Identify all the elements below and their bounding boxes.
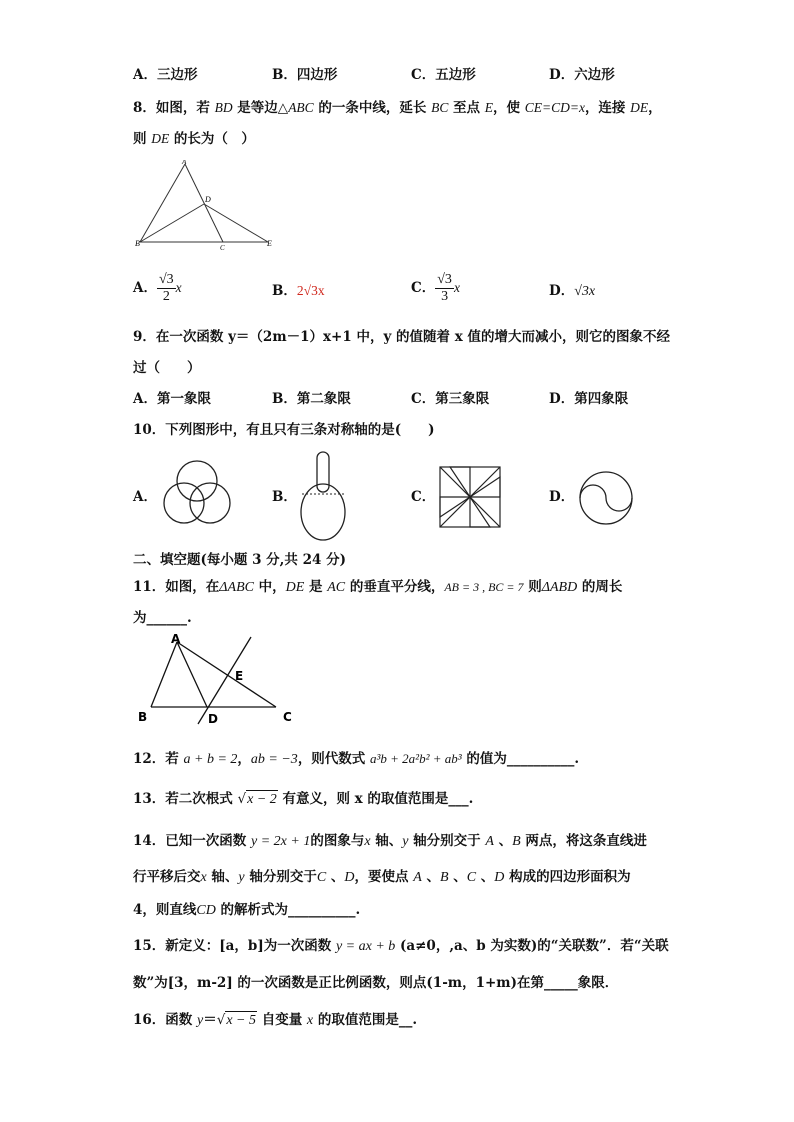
q9-option-a: A．第一象限 — [133, 391, 211, 407]
q8-line2: 则 DE 的长为（ ） — [133, 131, 255, 147]
q15-line1: 15．新定义：[a，b]为一次函数 y = ax + b (a≠0，,a、b 为实数)的“关联数”．若“关联 — [133, 938, 669, 954]
q10-option-a-label: A． — [133, 489, 157, 505]
q9-line2: 过（ ） — [133, 360, 201, 376]
q7-option-c: C．五边形 — [411, 67, 476, 83]
q11-line1: 11．如图，在ΔABC 中，DE 是 AC 的垂直平分线，AB = 3 , BC = 7 则ΔABD 的周长 — [133, 579, 623, 595]
q8-option-c-fraction: $\frac{√3}{3}$ — [437, 272, 452, 304]
q12-line: 12．若 a + b = 2，ab = −3，则代数式 a³b + 2a²b² + ab³ 的值为__________. — [133, 751, 580, 767]
q8-option-a: A． $\frac{√3}{2}$ x — [133, 272, 182, 304]
q9-option-c: C．第三象限 — [411, 391, 490, 407]
q13-radicand: x − 2 — [247, 792, 277, 807]
q14-line3: 4，则直线CD 的解析式为__________. — [133, 902, 361, 918]
q8-label-b: B — [135, 239, 140, 248]
q10-figure-d-yinyang — [577, 469, 635, 527]
section-2-heading: 二、填空题(每小题 3 分,共 24 分) — [133, 552, 346, 568]
q14-line2: 行平移后交x 轴、y 轴分别交于C 、D，要使点 A 、B 、C 、D 构成的四边形面积为 — [133, 869, 631, 885]
q7-option-d: D．六边形 — [549, 67, 615, 83]
q8-option-a-fraction: $\frac{√3}{2}$ — [158, 272, 174, 304]
q16-line: 16．函数 y＝√x − 5 自变量 x 的取值范围是__. — [133, 1012, 418, 1028]
q11-label-a: A — [171, 632, 181, 646]
q7-option-a: A．三边形 — [133, 67, 198, 83]
q11-line2: 为______. — [133, 610, 192, 626]
q10-option-c-label: C． — [411, 489, 436, 505]
q8-label-a: A — [182, 160, 187, 166]
q10-option-d-label: D． — [549, 489, 575, 505]
q11-triangle-figure — [133, 632, 298, 727]
q10-figure-b-paddle — [294, 450, 358, 542]
q8-line1: 8．如图，若 BD 是等边△ABC 的一条中线，延长 BC 至点 E，使 CE=CD=x，连接 DE， — [133, 100, 662, 116]
q11-label-b: B — [138, 710, 148, 724]
q8-option-c: C． $\frac{√3}{3}$ x — [411, 272, 460, 304]
q10-option-b-label: B． — [272, 489, 297, 505]
q8-option-d: D．√3x — [549, 283, 596, 299]
q10-line1: 10．下列图形中，有且只有三条对称轴的是( ) — [133, 422, 435, 438]
q11-label-d: D — [208, 712, 218, 726]
q15-line2: 数”为[3，m-2] 的一次函数是正比例函数，则点(1-m，1+m)在第_____象限． — [133, 975, 619, 991]
q11-label-e: E — [235, 669, 244, 683]
q11-label-c: C — [283, 710, 292, 724]
q8-triangle-figure — [133, 160, 278, 252]
q8-label-e: E — [267, 239, 272, 248]
q8-label-d: D — [205, 195, 211, 204]
q7-option-b: B．四边形 — [272, 67, 338, 83]
q10-figure-a-trefoil — [158, 455, 236, 531]
q13-line: 13．若二次根式 √x − 2 有意义，则 x 的取值范围是___. — [133, 791, 474, 807]
q9-option-b: B．第二象限 — [272, 391, 351, 407]
q10-figure-c-pinwheel — [437, 464, 503, 530]
q16-radicand: x − 5 — [226, 1013, 256, 1028]
q9-option-d: D．第四象限 — [549, 391, 629, 407]
q14-line1: 14．已知一次函数 y = 2x + 1的图象与x 轴、y 轴分别交于 A 、B 两点，将这条直线进 — [133, 833, 647, 849]
q8-option-b: B．2√3x — [272, 283, 325, 299]
q8-label-c: C — [220, 244, 225, 252]
q9-line1: 9．在一次函数 y＝（2m－1）x+1 中，y 的值随着 x 值的增大而减小，则它的图象不经 — [133, 329, 670, 345]
